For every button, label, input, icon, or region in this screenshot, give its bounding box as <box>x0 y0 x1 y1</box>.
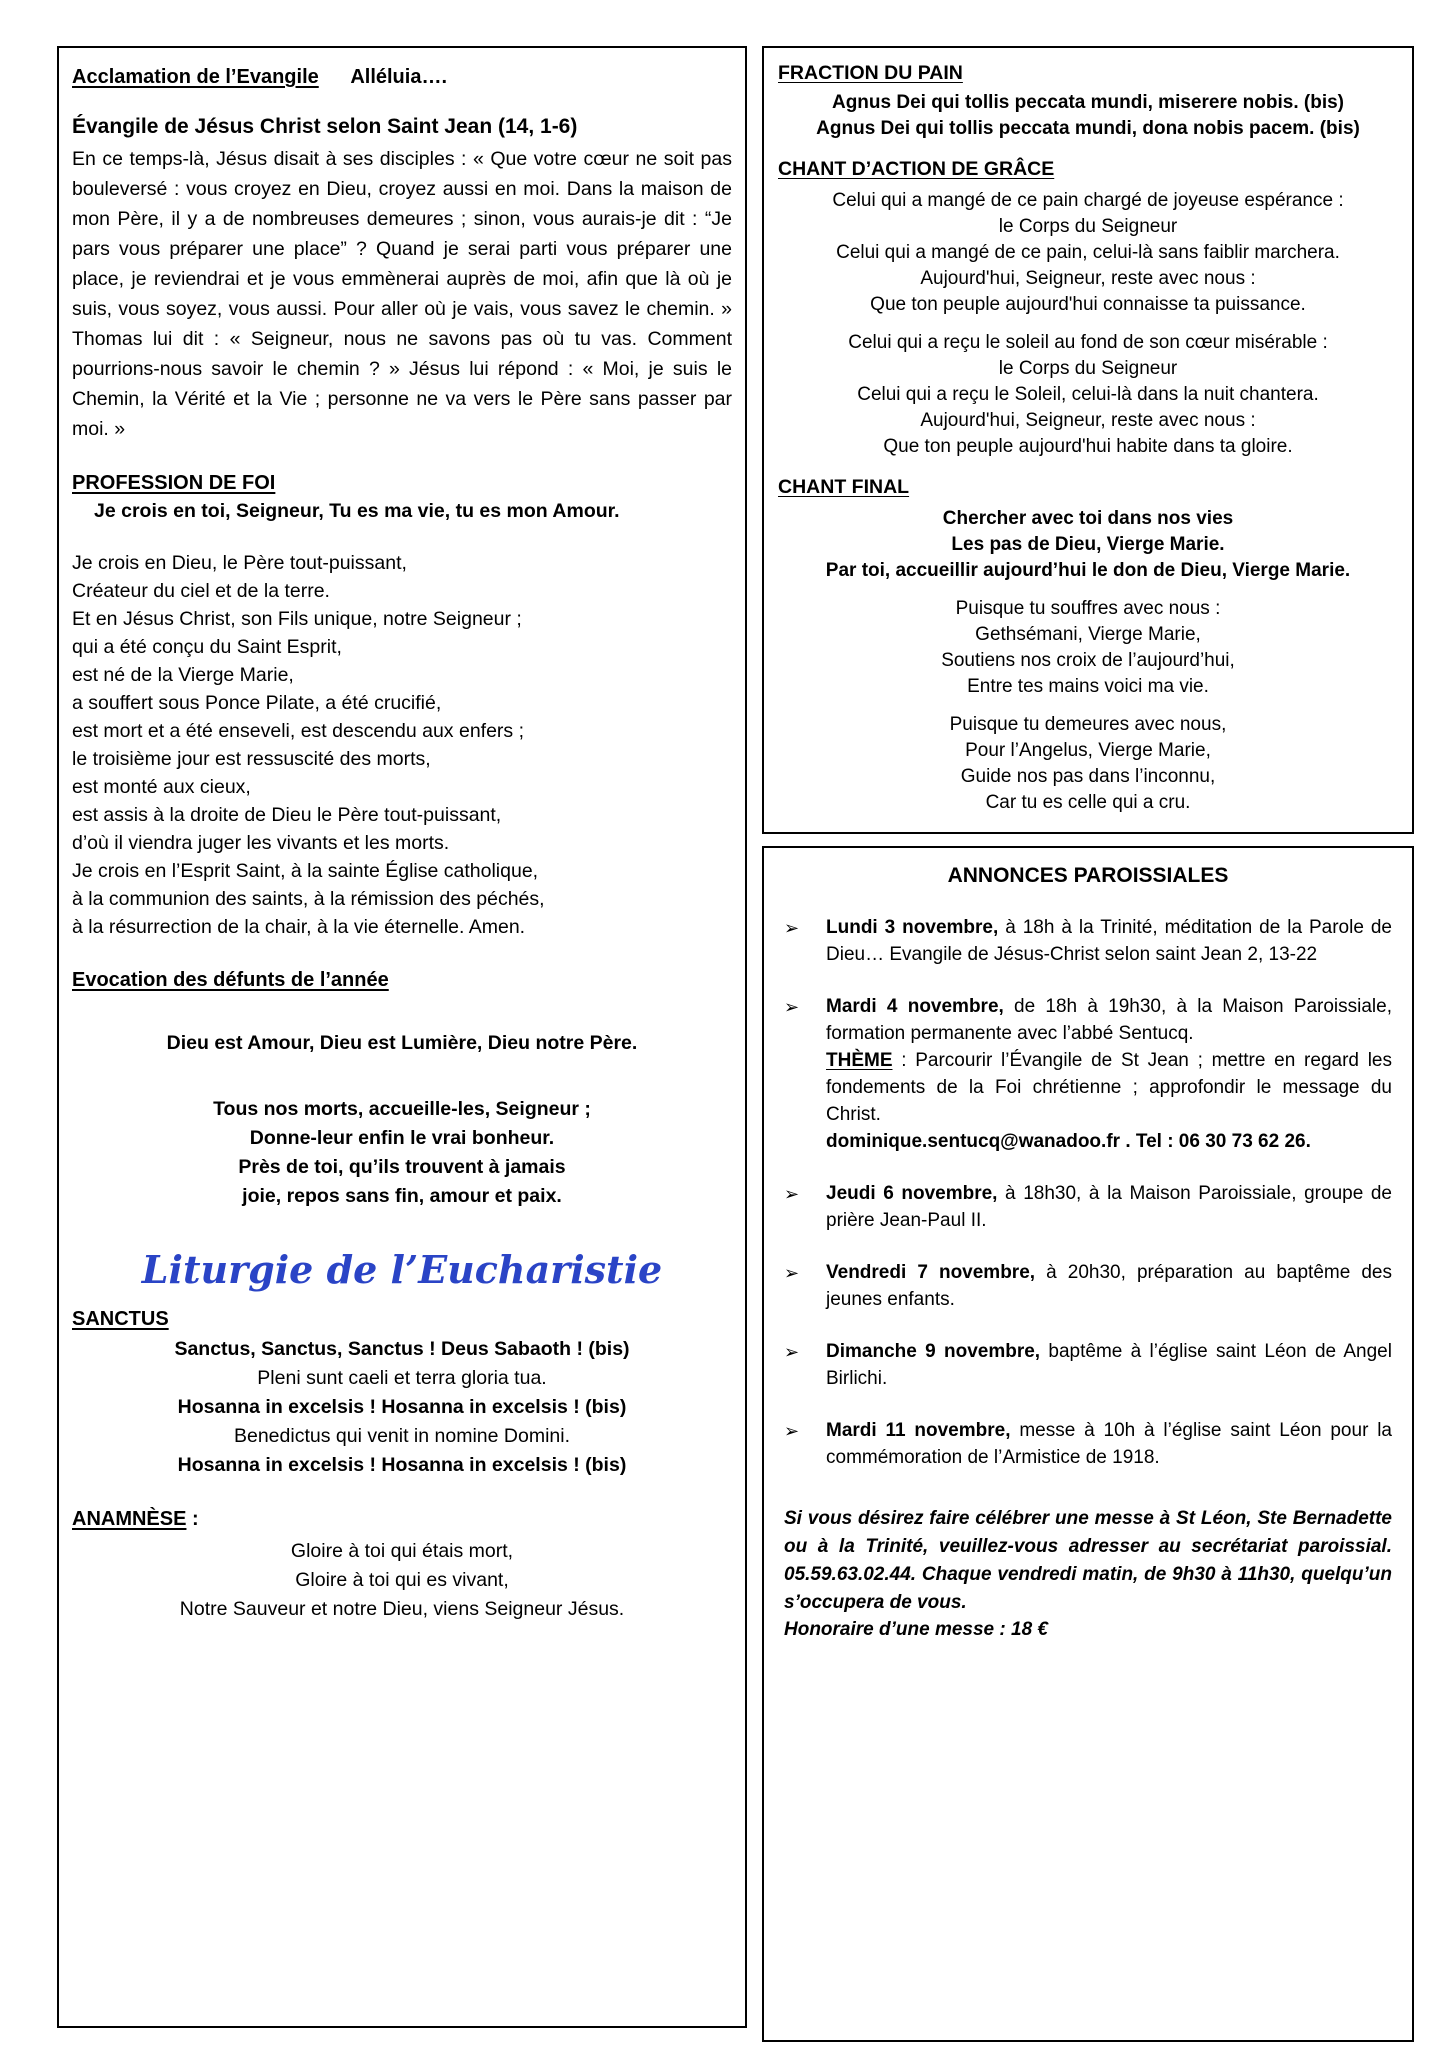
stanza-line: Aujourd'hui, Seigneur, reste avec nous : <box>920 410 1256 431</box>
refrain-line: Les pas de Dieu, Vierge Marie. <box>951 534 1225 555</box>
announcement-text: Dimanche 9 novembre, baptême à l’église saint Léon de Angel Birlichi. <box>826 1341 1392 1389</box>
grace-heading <box>778 156 1398 182</box>
creed-line: Je crois en l’Esprit Saint, à la sainte Église catholique, <box>72 860 539 882</box>
anamnese-line: Gloire à toi qui étais mort, <box>290 1540 514 1562</box>
creed-line: Je crois en Dieu, le Père tout-puissant, <box>72 552 407 574</box>
stanza-line: Tous nos morts, accueille-les, Seigneur ; <box>213 1098 591 1120</box>
creed-line: est né de la Vierge Marie, <box>72 664 294 686</box>
alleluia-label: Alléluia…. <box>350 66 448 88</box>
announcement-item <box>784 914 1392 968</box>
stanza-line: Guide nos pas dans l’inconnu, <box>960 766 1216 787</box>
stanza-line: le Corps du Seigneur <box>998 358 1178 379</box>
stanza-line: Que ton peuple aujourd'hui habite dans ta gloire. <box>883 436 1293 457</box>
sanctus-title: SANCTUS <box>72 1308 169 1330</box>
anamnese-line: Notre Sauveur et notre Dieu, viens Seigneur Jésus. <box>179 1598 625 1620</box>
announcement-text: Jeudi 6 novembre, à 18h30, à la Maison Paroissiale, groupe de prière Jean-Paul II. <box>826 1183 1392 1231</box>
creed-line: est monté aux cieux, <box>72 776 251 798</box>
stanza-line: Soutiens nos croix de l’aujourd’hui, <box>941 650 1235 671</box>
anamnese-colon: : <box>186 1508 199 1530</box>
announcement-text: Vendredi 7 novembre, à 20h30, préparation au baptême des jeunes enfants. <box>826 1262 1392 1310</box>
anamnese-line: Gloire à toi qui es vivant, <box>295 1569 509 1591</box>
stanza-line: Celui qui a reçu le Soleil, celui-là dans la nuit chantera. <box>857 384 1319 405</box>
stanza-line: Car tu es celle qui a cru. <box>985 792 1191 813</box>
announcements-box <box>762 846 1414 2042</box>
refrain-line: Par toi, accueillir aujourd’hui le don de Dieu, Vierge Marie. <box>825 560 1351 581</box>
acclamation-row <box>72 66 732 89</box>
gospel-heading: Évangile de Jésus Christ selon Saint Jean (14, 1-6) <box>72 115 578 138</box>
gospel-text: En ce temps-là, Jésus disait à ses disciples : « Que votre cœur ne soit pas bouleversé : vous croyez en Dieu, croyez aussi en moi. Dans la maison de mon Père, il y a de nombreuses demeures ; sinon, vous aurais-je dit : “Je pars vous préparer une place” ? Quand je serai parti vous préparer une place, je reviendrai et je vous emmènerai auprès de moi, afin que là où je suis, vous soyez, vous aussi. Pour aller où je vais, vous savez le chemin. » Thomas lui dit : « Seigneur, nous ne savons pas où tu vas. Comment pourrions-nous savoir le chemin ? » Jésus lui répond : « Moi, je suis le Chemin, la Vérité et la Vie ; personne ne va vers le Père sans passer par moi. » <box>72 148 732 440</box>
sanctus-line: Pleni sunt caeli et terra gloria tua. <box>257 1367 547 1389</box>
announcement-theme: THÈME : Parcourir l’Évangile de St Jean ; mettre en regard les fondements de la Foi chrétienne ; approfondir le message du Christ. <box>826 1050 1392 1125</box>
grace-stanza-2 <box>778 330 1398 460</box>
sanctus-line: Benedictus qui venit in nomine Domini. <box>233 1425 570 1447</box>
evocation-stanza <box>72 1095 732 1211</box>
mass-request-note: Si vous désirez faire célébrer une messe à St Léon, Ste Bernadette ou à la Trinité, veuillez-vous adresser au secrétariat paroissial. 05.59.63.02.44. Chaque vendredi matin, de 9h30 à 11h30, quelqu’un s’occupera de vous. <box>784 1508 1392 1613</box>
arrow-bullet-icon: ➢ <box>784 1421 800 1441</box>
sanctus-line: Hosanna in excelsis ! Hosanna in excelsis ! (bis) <box>177 1454 627 1476</box>
creed-line: le troisième jour est ressuscité des morts, <box>72 748 431 770</box>
creed-line: qui a été conçu du Saint Esprit, <box>72 636 342 658</box>
announcement-text: Lundi 3 novembre, à 18h à la Trinité, méditation de la Parole de Dieu… Evangile de Jésus-Christ selon saint Jean 2, 13-22 <box>826 917 1392 965</box>
liturgie-heading: Liturgie de l’Eucharistie <box>141 1247 663 1292</box>
creed-line: à la communion des saints, à la rémission des péchés, <box>72 888 545 910</box>
stanza-line: Puisque tu demeures avec nous, <box>949 714 1227 735</box>
fraction-lines <box>778 90 1398 142</box>
sanctus-block <box>72 1335 732 1480</box>
announcements-title: ANNONCES PAROISSIALES <box>947 864 1229 887</box>
sanctus-heading <box>72 1308 732 1331</box>
announcement-item <box>784 1338 1392 1392</box>
anamnese-stanza <box>72 1537 732 1624</box>
grace-title: CHANT D’ACTION DE GRÂCE <box>778 158 1055 180</box>
stanza-line: Celui qui a reçu le soleil au fond de son cœur misérable : <box>848 332 1328 353</box>
stanza-line: Entre tes mains voici ma vie. <box>967 676 1209 697</box>
anamnese-title: ANAMNÈSE <box>72 1508 187 1530</box>
announcement-item <box>784 993 1392 1155</box>
stanza-line: Aujourd'hui, Seigneur, reste avec nous : <box>920 268 1256 289</box>
creed-line: Créateur du ciel et de la terre. <box>72 580 330 602</box>
anamnese-heading <box>72 1508 732 1531</box>
sanctus-line: Sanctus, Sanctus, Sanctus ! Deus Sabaoth ! (bis) <box>174 1338 630 1360</box>
fraction-line: Agnus Dei qui tollis peccata mundi, miserere nobis. (bis) <box>831 92 1345 113</box>
creed-line: a souffert sous Ponce Pilate, a été crucifié, <box>72 692 442 714</box>
stanza-line: Donne-leur enfin le vrai bonheur. <box>249 1127 555 1149</box>
stanza-line: Celui qui a mangé de ce pain chargé de joyeuse espérance : <box>832 190 1344 211</box>
final-heading <box>778 474 1398 500</box>
evocation-heading <box>72 969 732 992</box>
creed-line: d’où il viendra juger les vivants et les morts. <box>72 832 450 854</box>
stanza-line: Celui qui a mangé de ce pain, celui-là sans faiblir marchera. <box>836 242 1340 263</box>
fraction-line: Agnus Dei qui tollis peccata mundi, dona nobis pacem. (bis) <box>816 118 1360 139</box>
final-refrain <box>778 506 1398 584</box>
creed-line: est assis à la droite de Dieu le Père tout-puissant, <box>72 804 502 826</box>
stanza-line: joie, repos sans fin, amour et paix. <box>242 1185 562 1207</box>
stanza-line: Que ton peuple aujourd'hui connaisse ta puissance. <box>870 294 1306 315</box>
creed-line: est mort et a été enseveli, est descendu aux enfers ; <box>72 720 525 742</box>
profession-title: PROFESSION DE FOI <box>72 472 276 494</box>
arrow-bullet-icon: ➢ <box>784 1342 800 1362</box>
announcement-text: Mardi 11 novembre, messe à 10h à l’église saint Léon pour la commémoration de l’Armistice de 1918. <box>826 1420 1393 1468</box>
grace-stanza-1 <box>778 188 1398 318</box>
announcement-item <box>784 1417 1392 1471</box>
arrow-bullet-icon: ➢ <box>784 1184 800 1204</box>
left-column-box <box>57 46 747 2028</box>
profession-heading <box>72 472 732 495</box>
creed-block <box>72 549 732 941</box>
acclamation-title: Acclamation de l’Evangile <box>72 66 319 88</box>
announcement-item <box>784 1259 1392 1313</box>
announcements-list <box>784 914 1392 1471</box>
evocation-title: Evocation des défunts de l’année <box>72 969 389 991</box>
evocation-line: Dieu est Amour, Dieu est Lumière, Dieu notre Père. <box>166 1032 638 1054</box>
announcement-item <box>784 1180 1392 1234</box>
stanza-line: Pour l’Angelus, Vierge Marie, <box>965 740 1211 761</box>
fraction-heading <box>778 60 1398 86</box>
arrow-bullet-icon: ➢ <box>784 918 800 938</box>
final-stanza-2 <box>778 712 1398 816</box>
arrow-bullet-icon: ➢ <box>784 997 800 1017</box>
announcement-contact: dominique.sentucq@wanadoo.fr . Tel : 06 30 73 62 26. <box>826 1131 1311 1152</box>
fraction-title: FRACTION DU PAIN <box>778 62 963 84</box>
stanza-line: le Corps du Seigneur <box>998 216 1178 237</box>
mass-fee-note: Honoraire d’une messe : 18 € <box>784 1619 1048 1640</box>
right-top-box <box>762 46 1414 834</box>
sanctus-line: Hosanna in excelsis ! Hosanna in excelsis ! (bis) <box>177 1396 627 1418</box>
final-stanza-1 <box>778 596 1398 700</box>
refrain-line: Chercher avec toi dans nos vies <box>942 508 1234 529</box>
profession-refrain: Je crois en toi, Seigneur, Tu es ma vie, tu es mon Amour. <box>94 500 620 522</box>
creed-line: Et en Jésus Christ, son Fils unique, notre Seigneur ; <box>72 608 522 630</box>
creed-line: à la résurrection de la chair, à la vie éternelle. Amen. <box>72 916 526 938</box>
stanza-line: Près de toi, qu’ils trouvent à jamais <box>238 1156 566 1178</box>
final-title: CHANT FINAL <box>778 476 910 498</box>
announcement-text: Mardi 4 novembre, de 18h à 19h30, à la Maison Paroissiale, formation permanente avec l’abbé Sentucq. THÈME : Parcourir l’Évangile de St Jean ; mettre en regard les fondements de la Foi chrétienne ; approfondir le message du Christ. dominique.sentucq@wanadoo.fr . Tel : 06 30 73 62 26. <box>826 993 1392 1155</box>
arrow-bullet-icon: ➢ <box>784 1263 800 1283</box>
stanza-line: Puisque tu souffres avec nous : <box>955 598 1221 619</box>
stanza-line: Gethsémani, Vierge Marie, <box>975 624 1201 645</box>
